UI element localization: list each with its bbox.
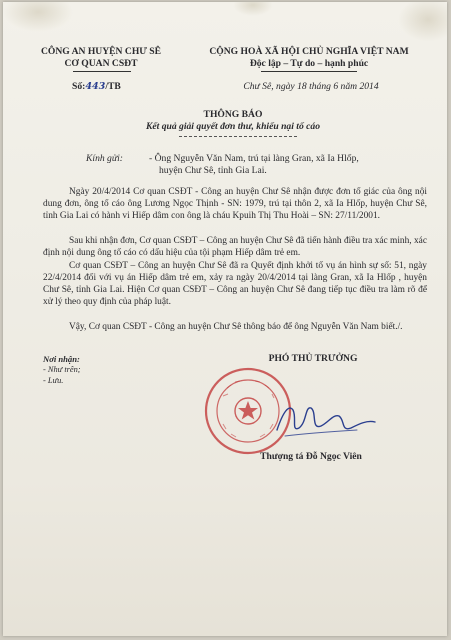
agency-line1: CÔNG AN HUYỆN CHƯ SÊ (40, 46, 162, 57)
recipient-line1: - Ông Nguyễn Văn Nam, trú tại làng Gran, xã Ia Hlốp, (149, 153, 359, 164)
body-paragraph-1: Ngày 20/4/2014 Cơ quan CSĐT - Công an huyện Chư Sê nhận được đơn tố giác của ông nội dung đơn, ông tố cáo ông Lương Ngọc Thịnh - SN: 1979, trú tại thôn 2, xã Ia Hlốp, huyện Chư Sê, tỉnh Gia Lai có hành vi Hiếp dâm con ông là cháu Kpuih Thị Thu Hoài – SN: 27/11/2001. (43, 187, 427, 221)
body-paragraph-4: Vậy, Cơ quan CSĐT - Công an huyện Chư Sê thông báo để ông Nguyễn Văn Nam biết./. (69, 322, 403, 332)
number-handwritten: 443 (85, 81, 106, 92)
document-number (72, 81, 121, 93)
document-title: THÔNG BÁO (203, 109, 263, 120)
recipient-line2: huyện Chư Sê, tỉnh Gia Lai. (159, 165, 267, 176)
signer-title: PHÓ THỦ TRƯỞNG (268, 353, 358, 364)
number-suffix: /TB (105, 81, 121, 92)
title-separator (179, 136, 297, 137)
document-subtitle: Kết quả giải quyết đơn thư, khiếu nại tố cáo (145, 121, 320, 132)
document-page (3, 2, 447, 636)
header-underline-right (261, 71, 357, 72)
paper-stain (3, 2, 73, 32)
recipient-label: Kính gửi: (86, 153, 123, 164)
recipients-label: Nơi nhận: (43, 354, 80, 364)
place-date: Chư Sê, ngày 18 tháng 6 năm 2014 (243, 81, 379, 92)
republic-line2: Độc lập – Tự do – hạnh phúc (249, 58, 369, 69)
paper-stain (233, 2, 273, 16)
agency-line2: CƠ QUAN CSĐT (64, 58, 138, 69)
recipients-item-2: - Lưu. (43, 376, 64, 385)
republic-line1: CỘNG HOÀ XÃ HỘI CHỦ NGHĨA VIỆT NAM (209, 46, 409, 57)
body-paragraph-2: Sau khi nhận đơn, Cơ quan CSĐT – Công an huyện Chư Sê đã tiến hành điều tra xác minh, xác định nội dung ông tố cáo có dấu hiệu của tội phạm Hiếp dâm trẻ em. (43, 236, 427, 258)
paper-stain (398, 2, 447, 42)
header-underline-left (73, 71, 131, 72)
signer-name: Thượng tá Đỗ Ngọc Viên (260, 451, 362, 462)
signature-icon (271, 392, 381, 448)
body-paragraph-3: Cơ quan CSĐT – Công an huyện Chư Sê đã ra Quyết định khởi tố vụ án hình sự số: 51, ngày 22/4/2014 đối với vụ án Hiếp dâm trẻ em, xảy ra ngày 20/4/2014 tại làng Gran, xã Ia Hlốp , huyện Chư Sê, tỉnh Gia Lai. Hiện Cơ quan CSĐT – Công an huyện Chư Sê đang tiếp tục điều tra làm rõ để xử lý theo quy định của pháp luật. (43, 261, 427, 307)
number-prefix: Số: (72, 81, 86, 92)
recipients-item-1: - Như trên; (43, 365, 81, 374)
